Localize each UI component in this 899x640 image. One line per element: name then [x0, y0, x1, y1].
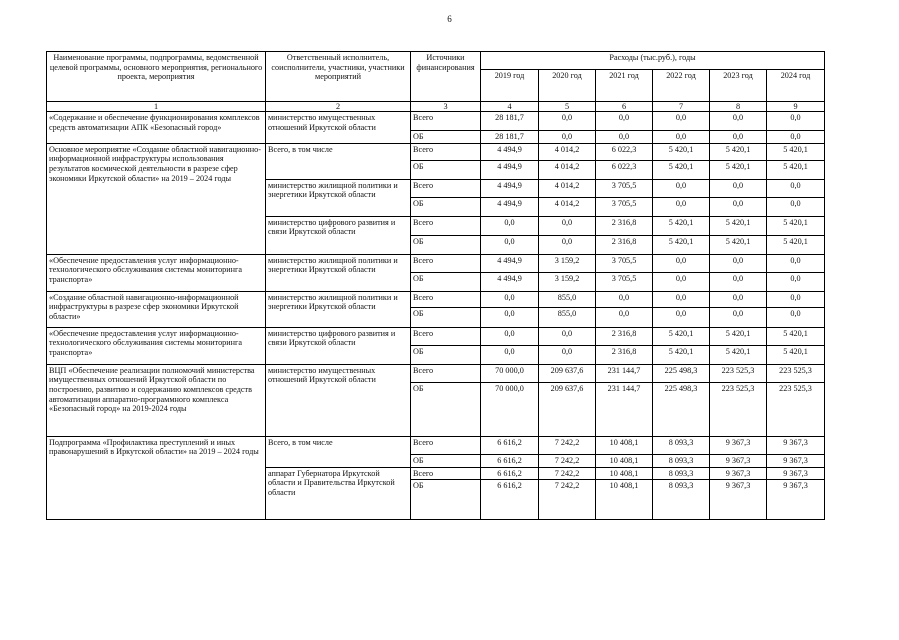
- value-cell: 8 093,3: [653, 436, 710, 454]
- value-cell: 9 367,3: [767, 467, 825, 480]
- value-cell: 0,0: [596, 291, 653, 307]
- value-cell: 6 022,3: [596, 160, 653, 179]
- value-cell: 5 420,1: [653, 235, 710, 254]
- executor-cell: министерство имущественных отношений Иркутской области: [266, 364, 411, 436]
- value-cell: 0,0: [539, 216, 596, 235]
- value-cell: 0,0: [596, 307, 653, 327]
- value-cell: 5 420,1: [653, 143, 710, 160]
- value-cell: 0,0: [710, 272, 767, 291]
- executor-cell: Всего, в том числе: [266, 143, 411, 179]
- value-cell: 2 316,8: [596, 235, 653, 254]
- value-cell: 0,0: [653, 254, 710, 272]
- value-cell: 209 637,6: [539, 382, 596, 436]
- executor-cell: министерство цифрового развития и связи Иркутской области: [266, 216, 411, 254]
- value-cell: 9 367,3: [710, 467, 767, 480]
- value-cell: 223 525,3: [710, 364, 767, 382]
- value-cell: 5 420,1: [710, 345, 767, 364]
- value-cell: 0,0: [481, 307, 539, 327]
- value-cell: 0,0: [767, 112, 825, 131]
- value-cell: 3 705,5: [596, 197, 653, 216]
- value-cell: 0,0: [767, 272, 825, 291]
- value-cell: 28 181,7: [481, 112, 539, 131]
- header-sources: Источники финансирования: [411, 52, 481, 102]
- source-cell: Всего: [411, 143, 481, 160]
- executor-cell: министерство жилищной политики и энергетики Иркутской области: [266, 179, 411, 216]
- value-cell: 231 144,7: [596, 364, 653, 382]
- value-cell: 855,0: [539, 307, 596, 327]
- header-year: 2022 год: [653, 70, 710, 102]
- source-cell: ОБ: [411, 454, 481, 467]
- value-cell: 6 616,2: [481, 467, 539, 480]
- value-cell: 10 408,1: [596, 436, 653, 454]
- value-cell: 0,0: [539, 345, 596, 364]
- value-cell: 0,0: [710, 254, 767, 272]
- source-cell: Всего: [411, 216, 481, 235]
- value-cell: 0,0: [767, 307, 825, 327]
- value-cell: 5 420,1: [767, 160, 825, 179]
- program-cell: «Обеспечение предоставления услуг информационно-технологического обслуживания системы мониторинга транспорта»: [47, 254, 266, 291]
- value-cell: 0,0: [767, 131, 825, 144]
- source-cell: Всего: [411, 467, 481, 480]
- table-row: [47, 364, 825, 382]
- value-cell: 2 316,8: [596, 216, 653, 235]
- value-cell: 9 367,3: [710, 436, 767, 454]
- value-cell: 2 316,8: [596, 345, 653, 364]
- source-cell: ОБ: [411, 197, 481, 216]
- program-cell: ВЦП «Обеспечение реализации полномочий министерства имущественных отношений Иркутской области по построению, развитию и содержанию комплексов средств автоматизации аппаратно-программного комплекса «Безопасный город» на 2019-2024 годы: [47, 364, 266, 436]
- column-number: 3: [411, 102, 481, 112]
- value-cell: 0,0: [596, 112, 653, 131]
- column-number: 8: [710, 102, 767, 112]
- value-cell: 4 494,9: [481, 254, 539, 272]
- value-cell: 6 022,3: [596, 143, 653, 160]
- value-cell: 8 093,3: [653, 467, 710, 480]
- value-cell: 0,0: [653, 197, 710, 216]
- value-cell: 4 014,2: [539, 179, 596, 197]
- value-cell: 0,0: [481, 327, 539, 345]
- value-cell: 0,0: [481, 216, 539, 235]
- program-cell: Подпрограмма «Профилактика преступлений и иных правонарушений в Иркутской области» на 2019 – 2024 годы: [47, 436, 266, 520]
- value-cell: 225 498,3: [653, 382, 710, 436]
- source-cell: ОБ: [411, 307, 481, 327]
- value-cell: 0,0: [481, 345, 539, 364]
- value-cell: 7 242,2: [539, 454, 596, 467]
- column-number: 2: [266, 102, 411, 112]
- column-number: 1: [47, 102, 266, 112]
- value-cell: 5 420,1: [767, 235, 825, 254]
- value-cell: 8 093,3: [653, 480, 710, 520]
- value-cell: 0,0: [481, 291, 539, 307]
- column-number: 7: [653, 102, 710, 112]
- value-cell: 0,0: [767, 254, 825, 272]
- value-cell: 70 000,0: [481, 364, 539, 382]
- value-cell: 5 420,1: [710, 160, 767, 179]
- value-cell: 0,0: [653, 291, 710, 307]
- value-cell: 223 525,3: [767, 364, 825, 382]
- program-cell: «Обеспечение предоставления услуг информационно-технологического обслуживания системы мониторинга транспорта»: [47, 327, 266, 364]
- value-cell: 0,0: [481, 235, 539, 254]
- value-cell: 5 420,1: [767, 143, 825, 160]
- column-number: 6: [596, 102, 653, 112]
- value-cell: 4 014,2: [539, 197, 596, 216]
- value-cell: 3 159,2: [539, 254, 596, 272]
- table-row: [47, 143, 825, 160]
- value-cell: 5 420,1: [710, 327, 767, 345]
- value-cell: 0,0: [596, 131, 653, 144]
- value-cell: 7 242,2: [539, 467, 596, 480]
- header-expenses: Расходы (тыс.руб.), годы: [481, 52, 825, 70]
- value-cell: 4 014,2: [539, 143, 596, 160]
- value-cell: 70 000,0: [481, 382, 539, 436]
- executor-cell: аппарат Губернатора Иркутской области и Правительства Иркутской области: [266, 467, 411, 520]
- value-cell: 0,0: [539, 112, 596, 131]
- value-cell: 9 367,3: [767, 480, 825, 520]
- value-cell: 0,0: [710, 291, 767, 307]
- value-cell: 209 637,6: [539, 364, 596, 382]
- value-cell: 5 420,1: [653, 216, 710, 235]
- value-cell: 0,0: [653, 112, 710, 131]
- value-cell: 4 494,9: [481, 179, 539, 197]
- value-cell: 4 494,9: [481, 160, 539, 179]
- source-cell: Всего: [411, 179, 481, 197]
- table-row: [47, 291, 825, 307]
- value-cell: 223 525,3: [710, 382, 767, 436]
- value-cell: 0,0: [767, 291, 825, 307]
- value-cell: 5 420,1: [653, 327, 710, 345]
- value-cell: 0,0: [710, 179, 767, 197]
- source-cell: Всего: [411, 436, 481, 454]
- program-cell: «Содержание и обеспечение функционирования комплексов средств автоматизации АПК «Безопасный город»: [47, 112, 266, 144]
- header-year: 2023 год: [710, 70, 767, 102]
- value-cell: 9 367,3: [710, 480, 767, 520]
- source-cell: Всего: [411, 254, 481, 272]
- header-year: 2019 год: [481, 70, 539, 102]
- value-cell: 0,0: [653, 272, 710, 291]
- value-cell: 6 616,2: [481, 480, 539, 520]
- value-cell: 9 367,3: [710, 454, 767, 467]
- value-cell: 5 420,1: [653, 160, 710, 179]
- value-cell: 8 093,3: [653, 454, 710, 467]
- value-cell: 0,0: [710, 197, 767, 216]
- program-cell: «Создание областной навигационно-информационной инфраструктуры в разрезе сфер экономики Иркутской области»: [47, 291, 266, 327]
- value-cell: 855,0: [539, 291, 596, 307]
- value-cell: 5 420,1: [767, 345, 825, 364]
- header-year: 2021 год: [596, 70, 653, 102]
- value-cell: 4 494,9: [481, 272, 539, 291]
- value-cell: 0,0: [710, 112, 767, 131]
- value-cell: 6 616,2: [481, 436, 539, 454]
- value-cell: 0,0: [767, 197, 825, 216]
- source-cell: Всего: [411, 327, 481, 345]
- source-cell: ОБ: [411, 160, 481, 179]
- source-cell: Всего: [411, 364, 481, 382]
- value-cell: 2 316,8: [596, 327, 653, 345]
- table-row: [47, 254, 825, 272]
- source-cell: Всего: [411, 112, 481, 131]
- value-cell: 0,0: [653, 179, 710, 197]
- column-number: 9: [767, 102, 825, 112]
- value-cell: 5 420,1: [767, 327, 825, 345]
- executor-cell: министерство жилищной политики и энергетики Иркутской области: [266, 291, 411, 327]
- executor-cell: министерство цифрового развития и связи Иркутской области: [266, 327, 411, 364]
- value-cell: 0,0: [539, 131, 596, 144]
- value-cell: 10 408,1: [596, 480, 653, 520]
- value-cell: 7 242,2: [539, 436, 596, 454]
- value-cell: 5 420,1: [653, 345, 710, 364]
- column-number-row: [47, 102, 825, 112]
- value-cell: 5 420,1: [710, 216, 767, 235]
- value-cell: 231 144,7: [596, 382, 653, 436]
- value-cell: 4 494,9: [481, 143, 539, 160]
- value-cell: 6 616,2: [481, 454, 539, 467]
- value-cell: 4 014,2: [539, 160, 596, 179]
- value-cell: 7 242,2: [539, 480, 596, 520]
- expenses-table: [46, 51, 825, 520]
- header-executor: Ответственный исполнитель, соисполнители, участники, участники мероприятий: [266, 52, 411, 102]
- value-cell: 10 408,1: [596, 454, 653, 467]
- value-cell: 0,0: [767, 179, 825, 197]
- value-cell: 225 498,3: [653, 364, 710, 382]
- table-row: [47, 327, 825, 345]
- value-cell: 28 181,7: [481, 131, 539, 144]
- value-cell: 3 705,5: [596, 272, 653, 291]
- source-cell: ОБ: [411, 480, 481, 520]
- executor-cell: министерство имущественных отношений Иркутской области: [266, 112, 411, 144]
- value-cell: 0,0: [653, 307, 710, 327]
- value-cell: 223 525,3: [767, 382, 825, 436]
- value-cell: 0,0: [539, 327, 596, 345]
- source-cell: ОБ: [411, 235, 481, 254]
- value-cell: 3 705,5: [596, 254, 653, 272]
- source-cell: ОБ: [411, 345, 481, 364]
- header-program: Наименование программы, подпрограммы, ведомственной целевой программы, основного мероприятия, регионального проекта, мероприятия: [47, 52, 266, 102]
- table-body: [47, 112, 825, 520]
- header-year: 2024 год: [767, 70, 825, 102]
- header-year: 2020 год: [539, 70, 596, 102]
- source-cell: ОБ: [411, 131, 481, 144]
- source-cell: Всего: [411, 291, 481, 307]
- page-number: 6: [447, 14, 452, 24]
- table-row: [47, 112, 825, 131]
- value-cell: 3 159,2: [539, 272, 596, 291]
- value-cell: 0,0: [539, 235, 596, 254]
- value-cell: 9 367,3: [767, 454, 825, 467]
- source-cell: ОБ: [411, 382, 481, 436]
- value-cell: 10 408,1: [596, 467, 653, 480]
- value-cell: 5 420,1: [710, 235, 767, 254]
- value-cell: 9 367,3: [767, 436, 825, 454]
- table-row: [47, 436, 825, 454]
- program-cell: Основное мероприятие «Создание областной навигационно-информационной инфраструктуры использования результатов космической деятельности в разрезе сфер экономики Иркутской области» на 2019 – 2024 годы: [47, 143, 266, 254]
- value-cell: 0,0: [710, 307, 767, 327]
- column-number: 5: [539, 102, 596, 112]
- executor-cell: Всего, в том числе: [266, 436, 411, 467]
- executor-cell: министерство жилищной политики и энергетики Иркутской области: [266, 254, 411, 291]
- column-number: 4: [481, 102, 539, 112]
- value-cell: 0,0: [653, 131, 710, 144]
- value-cell: 5 420,1: [710, 143, 767, 160]
- value-cell: 4 494,9: [481, 197, 539, 216]
- value-cell: 5 420,1: [767, 216, 825, 235]
- source-cell: ОБ: [411, 272, 481, 291]
- value-cell: 0,0: [710, 131, 767, 144]
- value-cell: 3 705,5: [596, 179, 653, 197]
